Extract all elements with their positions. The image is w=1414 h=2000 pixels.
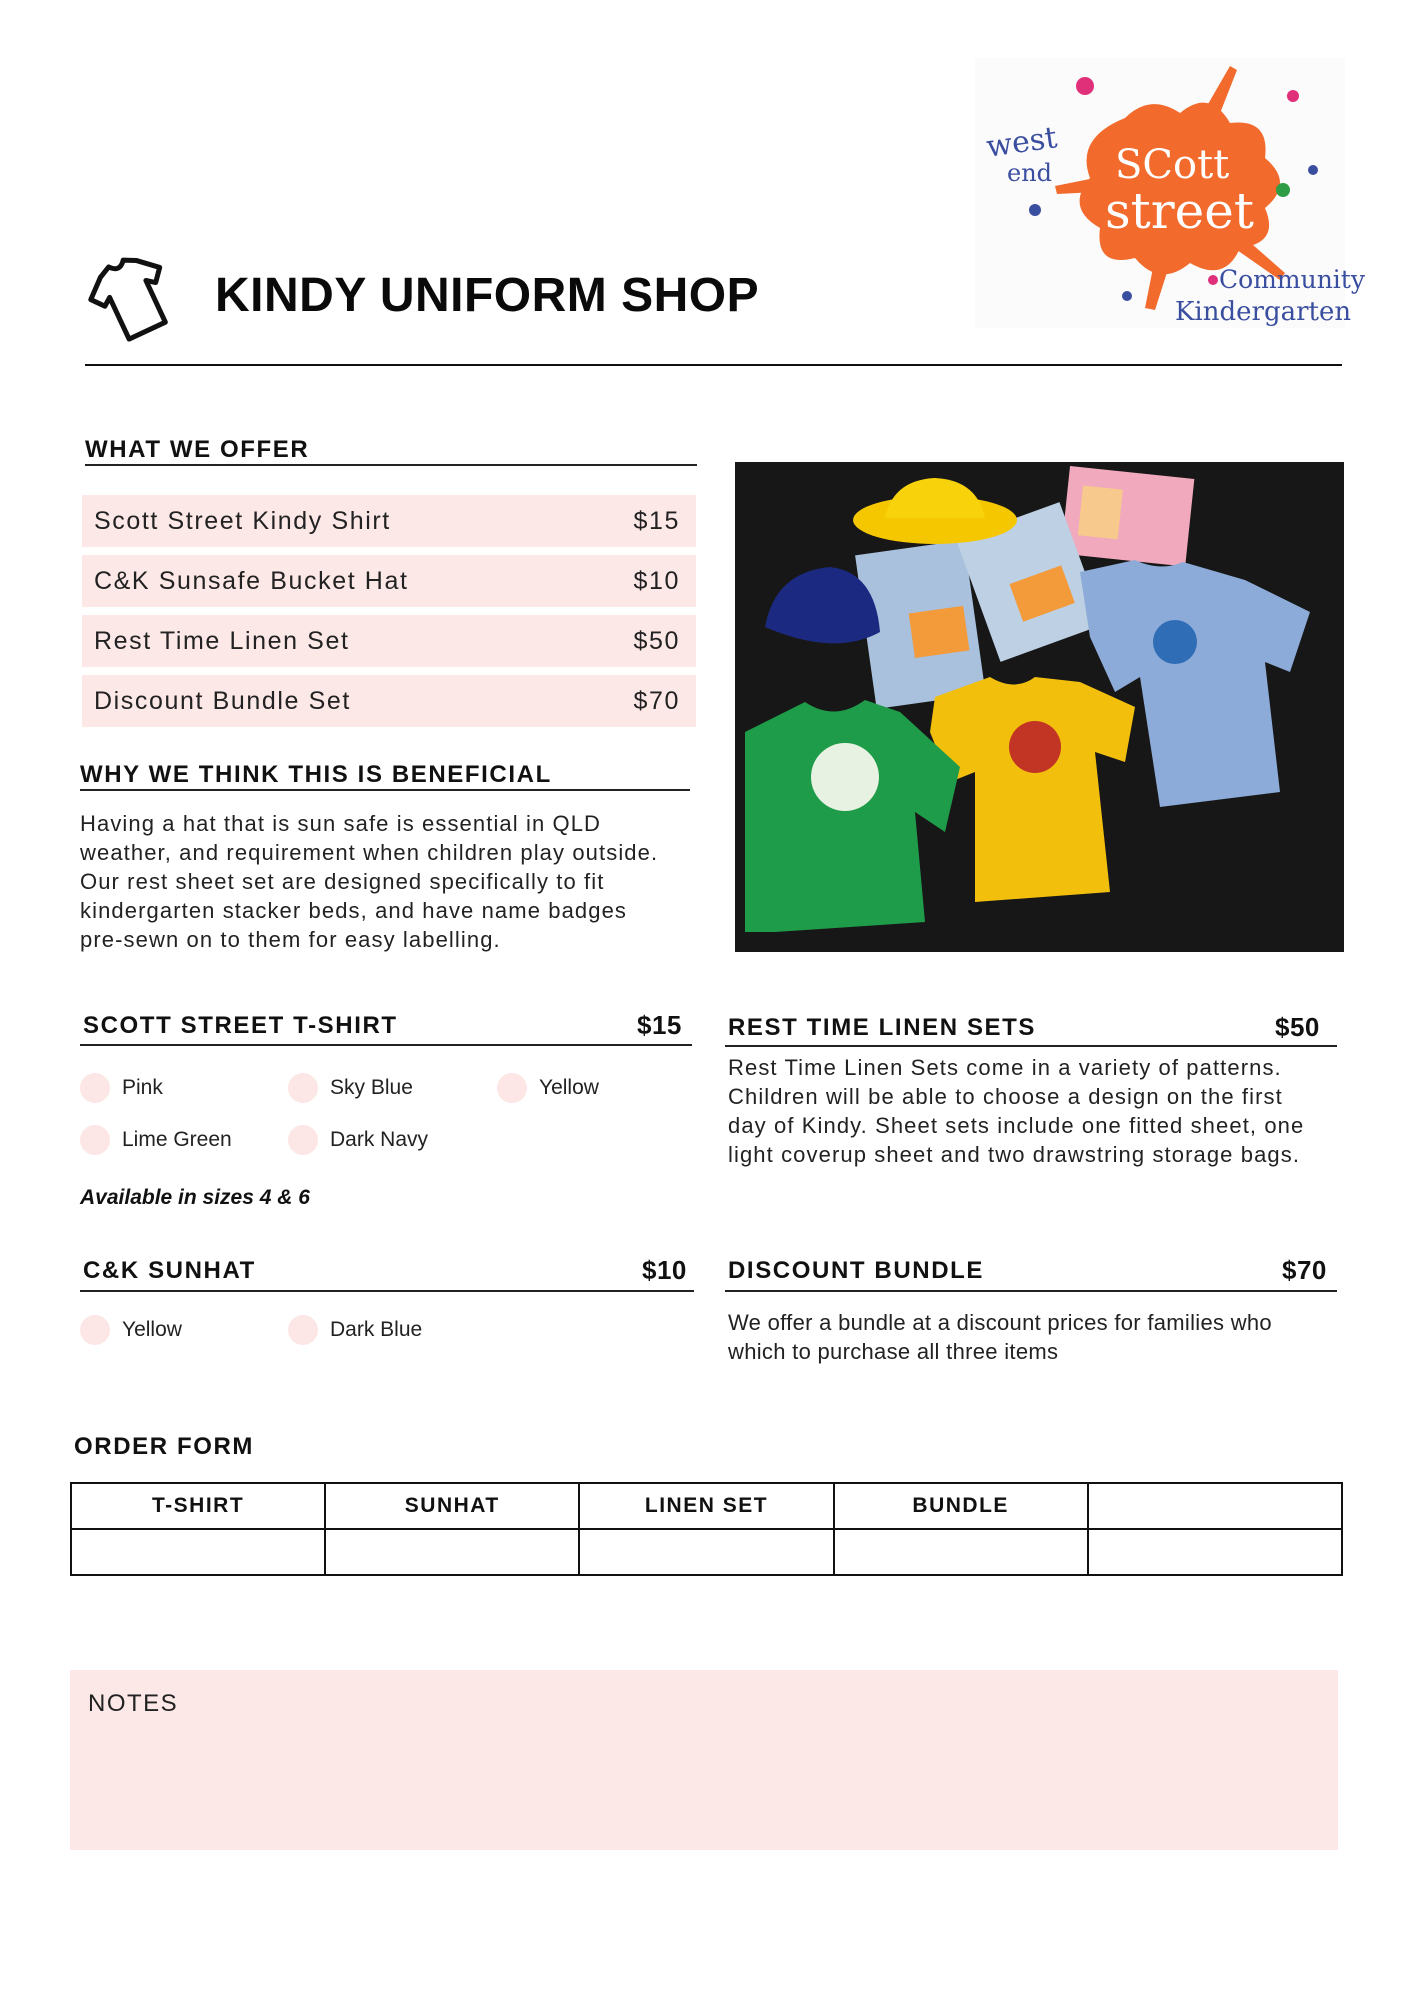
linen-text <box>728 1053 1340 1169</box>
order-form-heading: ORDER FORM <box>74 1433 254 1460</box>
colour-label: Yellow <box>539 1076 599 1099</box>
bundle-heading-rule <box>725 1290 1337 1292</box>
offer-row-linen <box>82 615 696 667</box>
colour-option-lime-green[interactable] <box>80 1125 232 1155</box>
beneficial-line: kindergarten stacker beds, and have name badges <box>80 898 628 923</box>
offer-item-name: Rest Time Linen Set <box>94 626 350 655</box>
hat-option-yellow[interactable] <box>80 1315 182 1345</box>
logo-scott: SCott <box>1115 142 1230 188</box>
order-cell-linen[interactable] <box>579 1529 833 1575</box>
page-title: KINDY UNIFORM SHOP <box>215 269 760 322</box>
sunhat-price: $10 <box>642 1255 687 1285</box>
logo-kindergarten: Kindergarten <box>1175 297 1352 327</box>
offer-item-price: $50 <box>633 626 680 655</box>
beneficial-heading-rule <box>80 789 690 791</box>
colour-checkbox[interactable] <box>288 1315 318 1345</box>
logo-street: street <box>1105 182 1254 240</box>
sunhat-heading-rule <box>80 1290 694 1292</box>
colour-option-pink[interactable] <box>80 1073 163 1103</box>
colour-checkbox[interactable] <box>80 1315 110 1345</box>
linen-heading: REST TIME LINEN SETS <box>728 1014 1037 1041</box>
scott-street-logo <box>975 58 1365 328</box>
colour-label: Yellow <box>122 1318 182 1341</box>
offer-item-name: Scott Street Kindy Shirt <box>94 506 391 535</box>
order-cell-bundle[interactable] <box>834 1529 1088 1575</box>
colour-checkbox[interactable] <box>80 1073 110 1103</box>
offer-item-name: Discount Bundle Set <box>94 686 351 715</box>
order-col-sunhat: SUNHAT <box>325 1483 579 1529</box>
hat-option-dark-blue[interactable] <box>288 1315 422 1345</box>
beneficial-line: pre-sewn on to them for easy labelling. <box>80 927 501 952</box>
bundle-line: We offer a bundle at a discount prices for families who <box>728 1310 1272 1335</box>
linen-line: Rest Time Linen Sets come in a variety of patterns. <box>728 1055 1282 1080</box>
order-form-entry-row <box>71 1529 1342 1575</box>
beneficial-line: Our rest sheet set are designed specifically to fit <box>80 869 605 894</box>
offer-heading-rule <box>85 464 697 466</box>
order-col-tshirt: T-SHIRT <box>71 1483 325 1529</box>
offer-row-hat <box>82 555 696 607</box>
tshirt-price: $15 <box>637 1010 682 1040</box>
t-shirt-icon <box>82 248 182 348</box>
colour-label: Dark Blue <box>330 1318 423 1341</box>
bundle-heading: DISCOUNT BUNDLE <box>728 1257 984 1284</box>
colour-checkbox[interactable] <box>80 1125 110 1155</box>
offer-row-shirt <box>82 495 696 547</box>
colour-option-yellow[interactable] <box>497 1073 599 1103</box>
order-cell-tshirt[interactable] <box>71 1529 325 1575</box>
sunhat-heading: C&K SUNHAT <box>83 1257 256 1284</box>
colour-checkbox[interactable] <box>288 1125 318 1155</box>
logo-west: west <box>984 120 1060 165</box>
logo-end: end <box>1007 159 1053 187</box>
colour-label: Dark Navy <box>330 1128 429 1151</box>
tshirt-heading: SCOTT STREET T-SHIRT <box>83 1012 398 1039</box>
colour-option-sky-blue[interactable] <box>288 1073 413 1103</box>
header-divider <box>85 364 1342 366</box>
uniform-items-photo <box>735 462 1344 952</box>
offer-item-name: C&K Sunsafe Bucket Hat <box>94 566 409 595</box>
linen-line: day of Kindy. Sheet sets include one fitted sheet, one <box>728 1113 1305 1138</box>
colour-label: Sky Blue <box>330 1076 413 1099</box>
tshirt-heading-rule <box>80 1044 692 1046</box>
linen-heading-rule <box>725 1045 1337 1047</box>
beneficial-line: Having a hat that is sun safe is essential in QLD <box>80 811 602 836</box>
colour-label: Lime Green <box>122 1128 232 1151</box>
offer-item-price: $70 <box>633 686 680 715</box>
beneficial-text <box>80 809 710 954</box>
linen-line: light coverup sheet and two drawstring storage bags. <box>728 1142 1301 1167</box>
offer-heading: WHAT WE OFFER <box>85 436 310 463</box>
order-col-extra <box>1088 1483 1342 1529</box>
order-form-header-row <box>71 1483 1342 1529</box>
colour-checkbox[interactable] <box>288 1073 318 1103</box>
notes-box[interactable] <box>70 1670 1338 1850</box>
sizes-note: Available in sizes 4 & 6 <box>80 1186 310 1209</box>
order-cell-extra[interactable] <box>1088 1529 1342 1575</box>
offer-item-price: $15 <box>633 506 680 535</box>
colour-checkbox[interactable] <box>497 1073 527 1103</box>
bundle-price: $70 <box>1282 1255 1327 1285</box>
logo-community: Community <box>1219 265 1365 294</box>
colour-label: Pink <box>122 1076 163 1099</box>
colour-option-dark-navy[interactable] <box>288 1125 428 1155</box>
notes-label: NOTES <box>88 1690 179 1717</box>
bundle-text <box>728 1308 1340 1366</box>
offer-item-price: $10 <box>633 566 680 595</box>
order-form-table <box>70 1482 1343 1576</box>
beneficial-line: weather, and requirement when children play outside. <box>80 840 659 865</box>
beneficial-heading: WHY WE THINK THIS IS BENEFICIAL <box>80 761 552 788</box>
order-col-bundle: BUNDLE <box>834 1483 1088 1529</box>
linen-price: $50 <box>1275 1012 1320 1042</box>
bundle-line: which to purchase all three items <box>728 1339 1059 1364</box>
offer-row-bundle <box>82 675 696 727</box>
order-cell-sunhat[interactable] <box>325 1529 579 1575</box>
linen-line: Children will be able to choose a design on the first <box>728 1084 1283 1109</box>
order-col-linen: LINEN SET <box>579 1483 833 1529</box>
